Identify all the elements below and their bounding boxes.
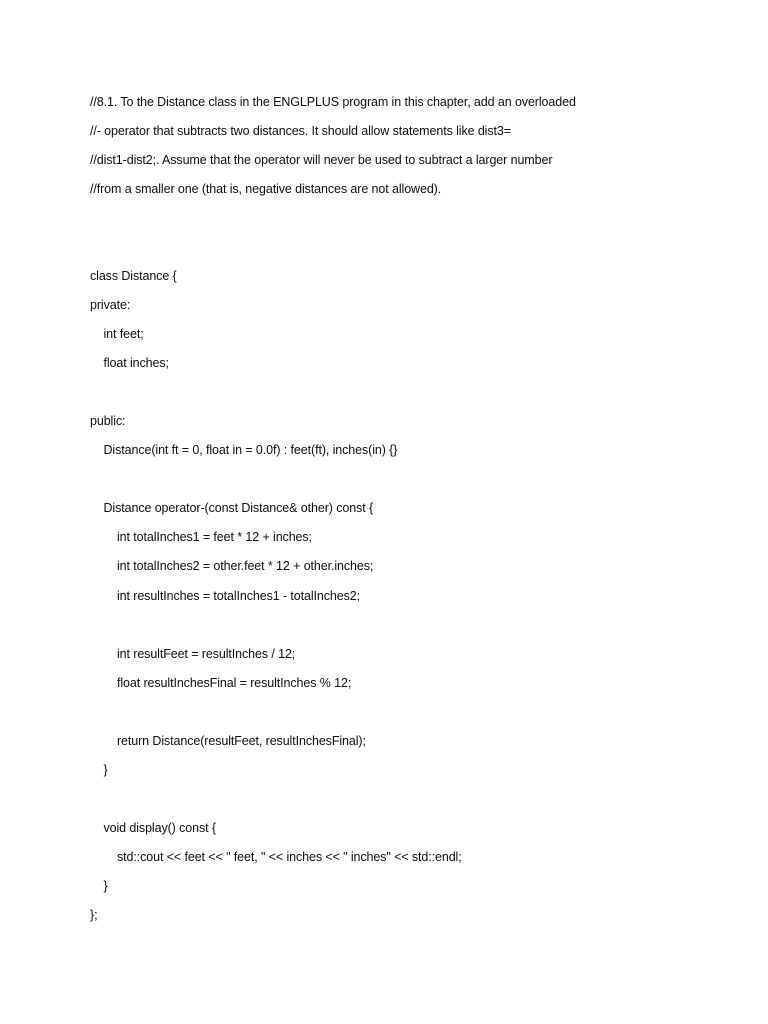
code-line-close-display: } xyxy=(90,879,108,893)
comment-line-4: //from a smaller one (that is, negative distances are not allowed). xyxy=(90,182,442,196)
code-line-display: void display() const { xyxy=(90,821,216,835)
code-line-result-feet: int resultFeet = resultInches / 12; xyxy=(90,647,296,661)
comment-line-3: //dist1-dist2;. Assume that the operator will never be used to subtract a larger number xyxy=(90,153,553,167)
comment-line-1: //8.1. To the Distance class in the ENGLPLUS program in this chapter, add an overloaded xyxy=(90,95,576,109)
code-line-class-decl: class Distance { xyxy=(90,269,177,283)
code-line-operator: Distance operator-(const Distance& other) const { xyxy=(90,501,374,515)
comment-line-2: //- operator that subtracts two distances. It should allow statements like dist3= xyxy=(90,124,511,138)
code-line-inches: float inches; xyxy=(90,356,169,370)
code-line-return: return Distance(resultFeet, resultInchesFinal); xyxy=(90,734,366,748)
code-line-close-class: }; xyxy=(90,908,98,922)
code-line-total2: int totalInches2 = other.feet * 12 + other.inches; xyxy=(90,559,374,573)
code-line-public: public: xyxy=(90,414,126,428)
code-line-feet: int feet; xyxy=(90,327,144,341)
code-line-cout: std::cout << feet << " feet, " << inches << " inches" << std::endl; xyxy=(90,850,462,864)
code-line-private: private: xyxy=(90,298,131,312)
code-line-result-final: float resultInchesFinal = resultInches % 12; xyxy=(90,676,352,690)
code-line-result-inches: int resultInches = totalInches1 - totalInches2; xyxy=(90,589,360,603)
code-line-constructor: Distance(int ft = 0, float in = 0.0f) : feet(ft), inches(in) {} xyxy=(90,443,398,457)
code-line-close-op: } xyxy=(90,763,108,777)
code-line-total1: int totalInches1 = feet * 12 + inches; xyxy=(90,530,312,544)
